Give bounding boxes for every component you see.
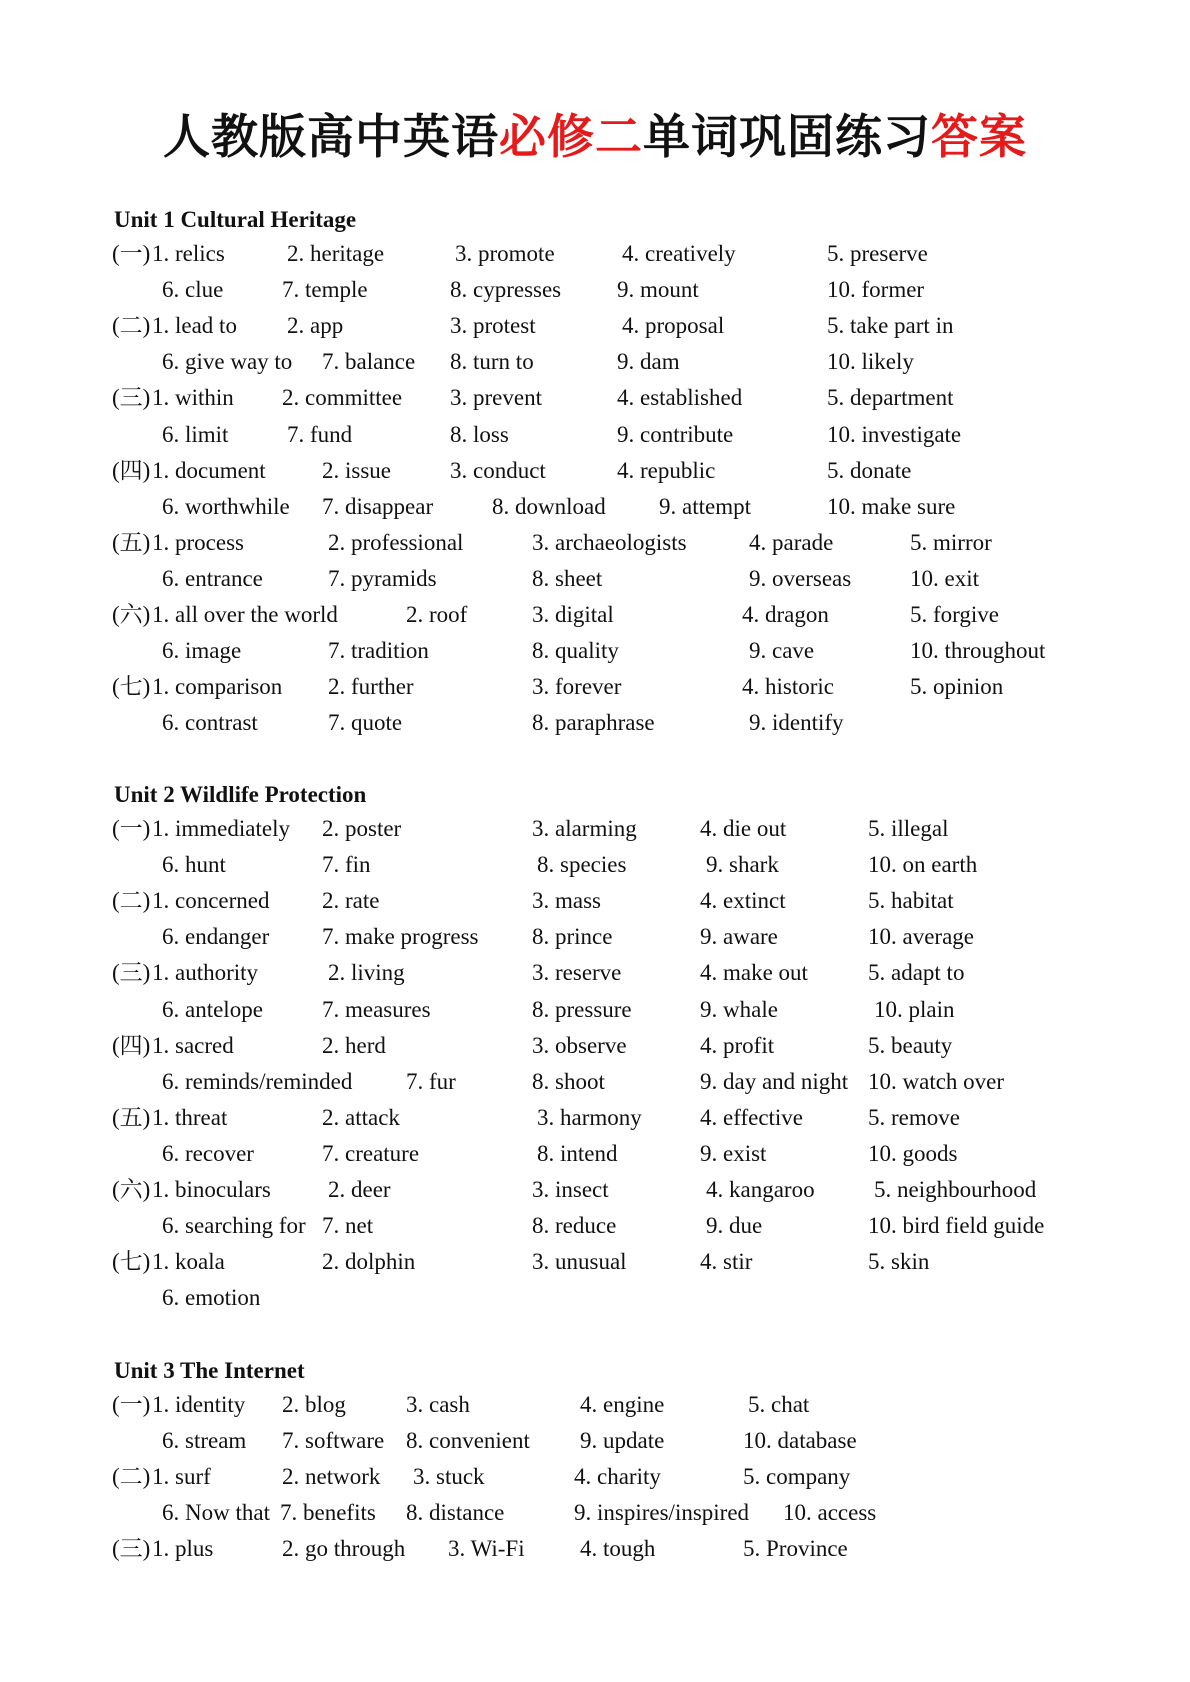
answer-item: 8. paraphrase: [532, 710, 655, 735]
answer-item: 3. archaeologists: [532, 530, 687, 555]
answer-item: 5. Province: [743, 1536, 848, 1561]
unit-heading-2: Unit 2 Wildlife Protection: [114, 782, 367, 807]
answer-item: 8. shoot: [532, 1069, 605, 1094]
answer-item: 2. attack: [322, 1105, 400, 1130]
answer-item: 6. contrast: [162, 710, 258, 735]
answer-item: 4. make out: [700, 960, 808, 985]
answer-item: 5. adapt to: [868, 960, 965, 985]
answer-item: 10. investigate: [827, 422, 962, 447]
answer-item: 8. reduce: [532, 1213, 617, 1238]
answer-item: 9. aware: [700, 924, 778, 949]
answer-item: 5. preserve: [827, 241, 928, 266]
answer-item: 5. illegal: [868, 816, 949, 841]
answer-item: 6. clue: [162, 277, 224, 302]
answer-item: 7. fund: [287, 422, 353, 447]
answer-item: 10. database: [743, 1428, 857, 1453]
answer-item: 6. limit: [162, 422, 229, 447]
answer-item: 1. plus: [152, 1536, 214, 1561]
answer-item: 10. make sure: [827, 494, 956, 519]
answer-item: 8. intend: [537, 1141, 618, 1166]
answer-item: 8. convenient: [406, 1428, 530, 1453]
answer-item: 1. lead to: [152, 313, 237, 338]
title-part-1: 人教版高中英语: [163, 110, 499, 165]
exercise-group-label: (五): [112, 530, 151, 555]
answer-item: 7. net: [322, 1213, 374, 1238]
answer-item: 2. professional: [328, 530, 464, 555]
answer-item: 3. insect: [532, 1177, 609, 1202]
answer-item: 9. day and night: [700, 1069, 849, 1094]
answer-item: 8. distance: [406, 1500, 505, 1525]
answer-item: 4. kangaroo: [706, 1177, 815, 1202]
answer-item: 6. hunt: [162, 852, 226, 877]
answer-item: 4. proposal: [622, 313, 725, 338]
answer-item: 10. access: [783, 1500, 877, 1525]
answer-item: 2. go through: [282, 1536, 406, 1561]
exercise-group-label: (四): [112, 1033, 151, 1058]
answer-item: 6. endanger: [162, 924, 270, 949]
answer-item: 2. dolphin: [322, 1249, 416, 1274]
answer-item: 3. stuck: [413, 1464, 485, 1489]
answer-item: 9. whale: [700, 997, 778, 1022]
answer-item: 4. tough: [580, 1536, 656, 1561]
exercise-group-label: (六): [112, 602, 151, 627]
answer-item: 8. turn to: [450, 349, 534, 374]
answer-item: 2. living: [328, 960, 405, 985]
answer-item: 4. stir: [700, 1249, 753, 1274]
answer-item: 7. pyramids: [328, 566, 437, 591]
answer-item: 2. further: [328, 674, 414, 699]
answer-item: 4. dragon: [742, 602, 829, 627]
answer-item: 1. sacred: [152, 1033, 234, 1058]
answer-item: 2. app: [287, 313, 344, 338]
answer-item: 9. dam: [617, 349, 680, 374]
answer-item: 10. watch over: [868, 1069, 1005, 1094]
answer-item: 2. deer: [328, 1177, 391, 1202]
answer-item: 1. koala: [152, 1249, 225, 1274]
exercise-group-label: (六): [112, 1177, 151, 1202]
answer-item: 3. observe: [532, 1033, 627, 1058]
answer-item: 3. cash: [406, 1392, 470, 1417]
answer-item: 8. pressure: [532, 997, 632, 1022]
answer-item: 6. antelope: [162, 997, 263, 1022]
answer-item: 5. take part in: [827, 313, 954, 338]
answer-item: 4. die out: [700, 816, 787, 841]
answer-item: 2. network: [282, 1464, 381, 1489]
answer-item: 3. digital: [532, 602, 614, 627]
answer-item: 3. reserve: [532, 960, 622, 985]
answer-item: 8. prince: [532, 924, 613, 949]
answer-item: 1. document: [152, 458, 266, 483]
answer-item: 1. threat: [152, 1105, 228, 1130]
answer-item: 2. blog: [282, 1392, 346, 1417]
answer-item: 7. tradition: [328, 638, 429, 663]
answer-item: 7. balance: [322, 349, 416, 374]
answer-item: 7. make progress: [322, 924, 479, 949]
answer-item: 9. mount: [617, 277, 699, 302]
answer-item: 10. on earth: [868, 852, 978, 877]
answer-item: 10. bird field guide: [868, 1213, 1045, 1238]
answer-item: 4. republic: [617, 458, 716, 483]
answer-item: 8. sheet: [532, 566, 603, 591]
answer-item: 3. protest: [450, 313, 536, 338]
answer-item: 2. poster: [322, 816, 402, 841]
answer-item: 5. forgive: [910, 602, 1000, 627]
answer-item: 7. creature: [322, 1141, 420, 1166]
answer-item: 7. fur: [406, 1069, 456, 1094]
answer-item: 10. likely: [827, 349, 914, 374]
answer-item: 6. give way to: [162, 349, 293, 374]
exercise-group-label: (七): [112, 674, 151, 699]
answer-item: 4. creatively: [622, 241, 736, 266]
answer-item: 9. contribute: [617, 422, 734, 447]
unit-heading-3: Unit 3 The Internet: [114, 1358, 305, 1383]
answer-item: 3. forever: [532, 674, 622, 699]
answer-item: 2. heritage: [287, 241, 385, 266]
exercise-group-label: (三): [112, 960, 151, 985]
answer-item: 10. plain: [874, 997, 955, 1022]
answer-item: 8. species: [537, 852, 627, 877]
answer-item: 5. donate: [827, 458, 912, 483]
exercise-group-label: (二): [112, 313, 151, 338]
answer-item: 1. comparison: [152, 674, 283, 699]
exercise-group-label: (七): [112, 1249, 151, 1274]
answer-item: 6. stream: [162, 1428, 247, 1453]
answer-item: 5. mirror: [910, 530, 992, 555]
answer-item: 6. emotion: [162, 1285, 261, 1310]
answer-item: 5. remove: [868, 1105, 960, 1130]
answer-item: 10. goods: [868, 1141, 958, 1166]
answer-item: 7. measures: [322, 997, 431, 1022]
answer-item: 1. binoculars: [152, 1177, 271, 1202]
answer-item: 4. established: [617, 385, 743, 410]
answer-item: 3. promote: [455, 241, 555, 266]
answer-item: 7. temple: [282, 277, 368, 302]
answer-item: 6. recover: [162, 1141, 254, 1166]
title-part-3: 单词巩固练习: [643, 110, 931, 165]
exercise-group-label: (二): [112, 1464, 151, 1489]
answer-item: 5. neighbourhood: [874, 1177, 1037, 1202]
answer-item: 3. mass: [532, 888, 601, 913]
answer-item: 9. overseas: [749, 566, 852, 591]
answer-item: 6. reminds/reminded: [162, 1069, 353, 1094]
answer-item: 7. software: [282, 1428, 385, 1453]
answer-item: 2. committee: [282, 385, 403, 410]
answer-item: 5. habitat: [868, 888, 954, 913]
answer-item: 10. throughout: [910, 638, 1046, 663]
exercise-group-label: (三): [112, 1536, 151, 1561]
answer-item: 4. parade: [749, 530, 834, 555]
answer-item: 1. within: [152, 385, 234, 410]
answer-item: 4. profit: [700, 1033, 775, 1058]
exercise-group-label: (一): [112, 1392, 151, 1417]
answer-item: 7. quote: [328, 710, 403, 735]
answer-item: 7. fin: [322, 852, 371, 877]
answer-item: 6. searching for: [162, 1213, 306, 1238]
answer-item: 9. due: [706, 1213, 763, 1238]
answer-item: 4. historic: [742, 674, 834, 699]
exercise-group-label: (四): [112, 458, 151, 483]
answer-item: 9. cave: [749, 638, 815, 663]
answer-item: 6. entrance: [162, 566, 263, 591]
answer-item: 2. herd: [322, 1033, 386, 1058]
answer-item: 4. engine: [580, 1392, 665, 1417]
answer-item: 1. surf: [152, 1464, 211, 1489]
answer-item: 3. alarming: [532, 816, 637, 841]
answer-item: 2. rate: [322, 888, 380, 913]
answer-item: 1. concerned: [152, 888, 270, 913]
answer-item: 3. Wi-Fi: [448, 1536, 525, 1561]
answer-item: 10. former: [827, 277, 925, 302]
answer-item: 1. authority: [152, 960, 259, 985]
answer-item: 3. conduct: [450, 458, 546, 483]
answer-item: 2. roof: [406, 602, 468, 627]
answer-item: 5. department: [827, 385, 954, 410]
answer-item: 7. disappear: [322, 494, 434, 519]
answer-item: 4. charity: [574, 1464, 661, 1489]
exercise-group-label: (一): [112, 241, 151, 266]
answer-item: 5. opinion: [910, 674, 1004, 699]
answer-item: 9. identify: [749, 710, 844, 735]
answer-item: 10. average: [868, 924, 974, 949]
answer-item: 1. all over the world: [152, 602, 338, 627]
answer-item: 6. image: [162, 638, 242, 663]
answer-item: 10. exit: [910, 566, 979, 591]
title-part-4: 答案: [931, 110, 1027, 165]
answer-item: 1. relics: [152, 241, 225, 266]
exercise-group-label: (三): [112, 385, 151, 410]
answer-item: 8. download: [492, 494, 606, 519]
answer-item: 9. attempt: [659, 494, 751, 519]
answer-item: 5. beauty: [868, 1033, 953, 1058]
answer-item: 9. shark: [706, 852, 779, 877]
answer-item: 3. harmony: [537, 1105, 642, 1130]
answer-item: 2. issue: [322, 458, 391, 483]
answer-item: 6. Now that: [162, 1500, 270, 1525]
answer-item: 4. effective: [700, 1105, 804, 1130]
title-part-2: 必修二: [499, 110, 643, 165]
answer-item: 5. skin: [868, 1249, 930, 1274]
answer-item: 6. worthwhile: [162, 494, 290, 519]
answer-item: 7. benefits: [280, 1500, 376, 1525]
answer-item: 1. immediately: [152, 816, 290, 841]
exercise-group-label: (五): [112, 1105, 151, 1130]
answer-item: 8. cypresses: [450, 277, 562, 302]
answer-item: 9. exist: [700, 1141, 767, 1166]
unit-heading-1: Unit 1 Cultural Heritage: [114, 207, 357, 232]
answer-item: 1. process: [152, 530, 244, 555]
answer-item: 9. update: [580, 1428, 665, 1453]
answer-item: 8. loss: [450, 422, 509, 447]
answer-item: 8. quality: [532, 638, 619, 663]
answer-item: 5. company: [743, 1464, 851, 1489]
answer-item: 5. chat: [748, 1392, 810, 1417]
answer-item: 1. identity: [152, 1392, 246, 1417]
answer-item: 4. extinct: [700, 888, 786, 913]
answer-item: 9. inspires/inspired: [574, 1500, 750, 1525]
exercise-group-label: (一): [112, 816, 151, 841]
answer-item: 3. prevent: [450, 385, 542, 410]
answer-item: 3. unusual: [532, 1249, 627, 1274]
exercise-group-label: (二): [112, 888, 151, 913]
